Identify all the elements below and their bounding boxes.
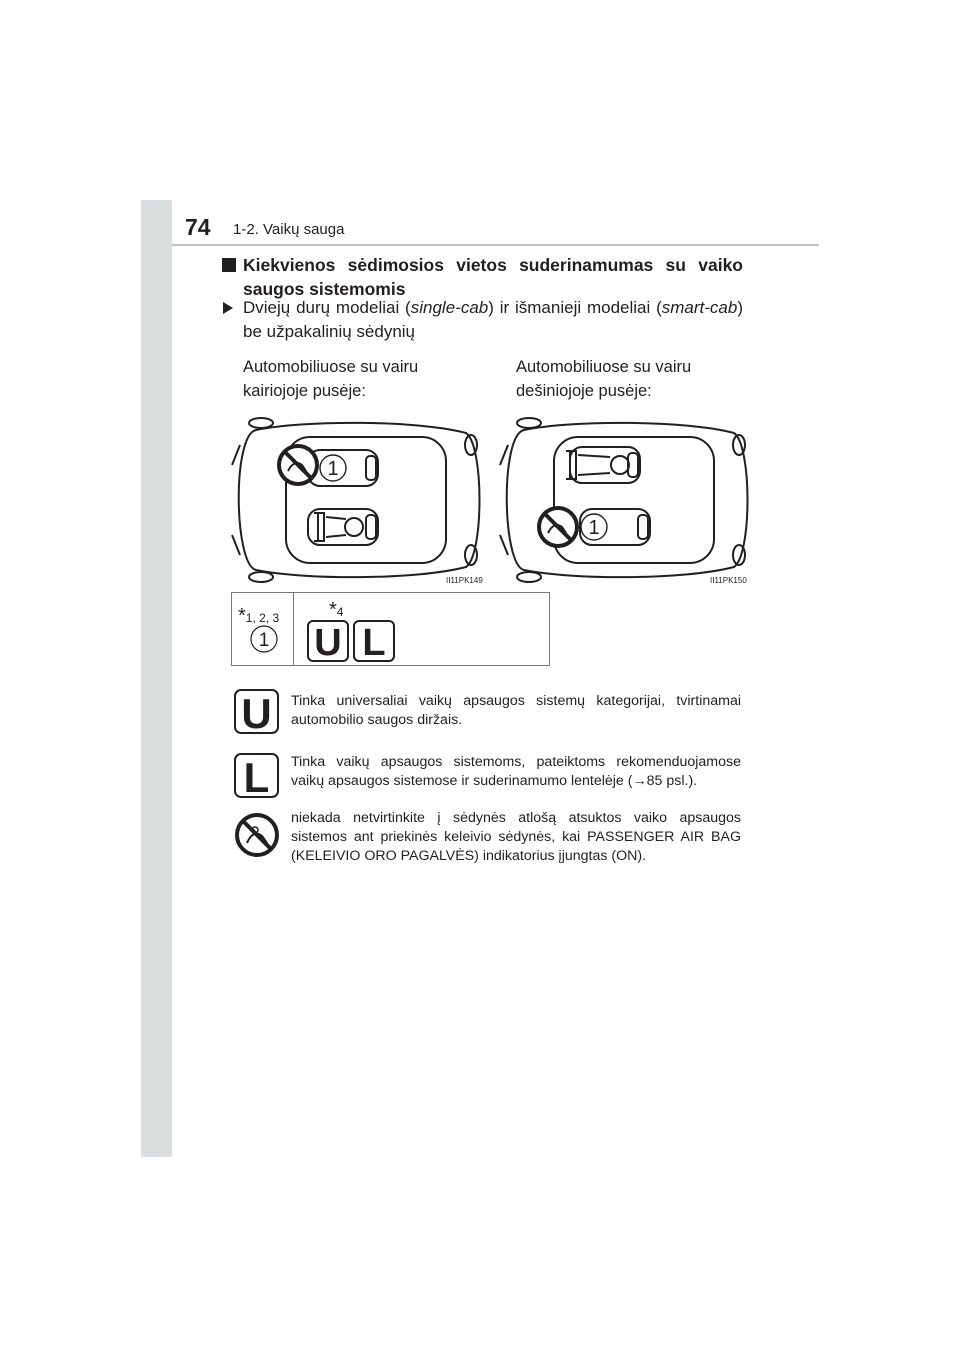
svg-text:L: L bbox=[243, 754, 270, 800]
legend-l-badge bbox=[233, 752, 281, 800]
u-badge: U bbox=[314, 622, 342, 663]
triangle-bullet-icon bbox=[223, 302, 233, 314]
page-sidebar-band bbox=[141, 200, 172, 1157]
right-hand-drive-caption: Automobiliuose su vairu dešiniojoje pusėje: bbox=[516, 358, 692, 400]
section-title: 1-2. Vaikų sauga bbox=[233, 221, 345, 238]
legend-airbag-warning-text: niekada netvirtinkite į sėdynės atlošą atsuktos vaiko apsaugos sistemos ant priekinės keleivio sėdynės, kai PASSENGER AIR BAG (KELEIVIO ORO PAGALVĖS) indikatorius įjungtas (ON). bbox=[291, 810, 741, 864]
category-badges bbox=[306, 619, 406, 663]
l-badge: L bbox=[362, 622, 386, 663]
model-subheading: Dviejų durų modeliai (single-cab) ir išmanieji modeliai (smart-cab) be užpakalinių sėdynių bbox=[243, 298, 743, 341]
category-note: *4 bbox=[329, 599, 344, 621]
svg-text:1: 1 bbox=[258, 630, 270, 651]
legend-l-text: Tinka vaikų apsaugos sistemoms, pateiktoms rekomenduojamose vaikų apsaugos sistemose ir suderinamumo lentelėje (→85 psl.). bbox=[291, 754, 741, 789]
right-no-rear-facing-icon bbox=[539, 508, 577, 546]
section-heading: Kiekvienos sėdimosios vietos suderinamumas su vaiko saugos sistemomis bbox=[243, 255, 743, 299]
left-figure-code: II11PK149 bbox=[446, 576, 483, 585]
left-seat-number: 1 bbox=[327, 458, 339, 480]
heading-square-bullet bbox=[222, 258, 236, 272]
legend-u-text: Tinka universaliai vaikų apsaugos sistemų kategorijai, tvirtinamai automobilio saugos diržais. bbox=[291, 693, 741, 728]
svg-text:U: U bbox=[241, 690, 272, 736]
left-no-rear-facing-icon bbox=[279, 446, 317, 484]
right-figure-code: II11PK150 bbox=[710, 576, 747, 585]
compatibility-table bbox=[231, 592, 550, 666]
no-rear-facing-seat-icon bbox=[233, 811, 281, 859]
left-hand-drive-caption: Automobiliuose su vairu kairiojoje pusėje: bbox=[243, 358, 419, 400]
page-number: 74 bbox=[185, 214, 211, 240]
left-hand-drive-car-diagram bbox=[226, 415, 486, 585]
header-rule bbox=[172, 244, 819, 246]
right-seat-number: 1 bbox=[588, 517, 600, 539]
seat-note: *1, 2, 3 bbox=[238, 605, 280, 627]
legend-u-badge bbox=[233, 688, 281, 736]
seat-number-circle bbox=[248, 623, 280, 655]
right-hand-drive-car-diagram bbox=[494, 415, 754, 585]
